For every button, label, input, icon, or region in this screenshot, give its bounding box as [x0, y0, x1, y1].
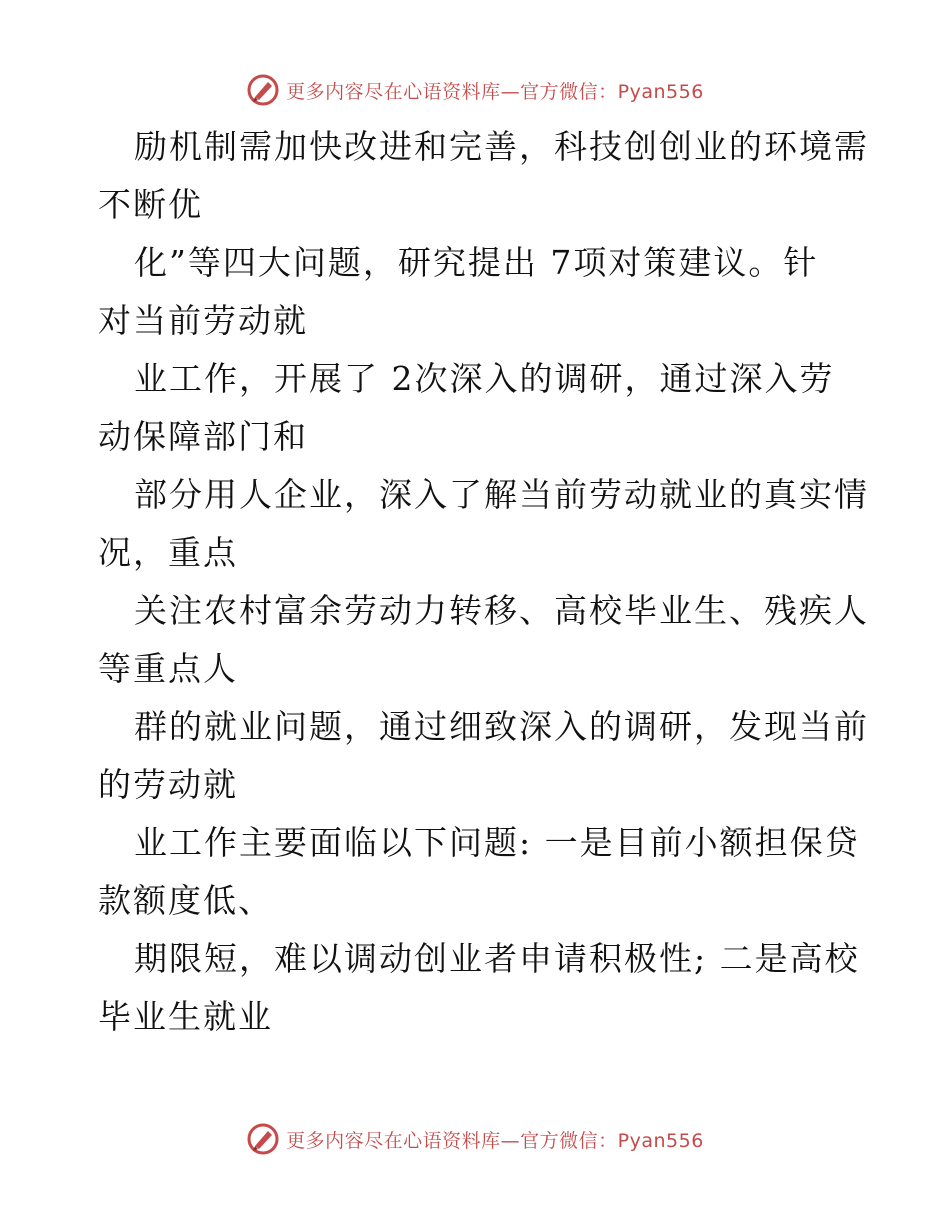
text-line: 不断优 — [98, 185, 203, 224]
text-line: 款额度低、 — [98, 881, 273, 920]
text-line: 的劳动就 — [98, 765, 238, 804]
text-line: 毕业生就业 — [98, 997, 273, 1036]
text-line: 关注农村富余劳动力转移、高校毕业生、残疾人 — [134, 591, 869, 630]
header-banner — [0, 70, 950, 110]
text-line: 部分用人企业，深入了解当前劳动就业的真实情 — [134, 475, 869, 514]
pen-logo-icon — [246, 73, 280, 107]
text-line: 化”等四大问题，研究提出 7项对策建议。针 — [134, 243, 819, 282]
text-line: 动保障部门和 — [98, 417, 308, 456]
text-line: 等重点人 — [98, 649, 238, 688]
footer-banner-text: 更多内容尽在心语资料库—官方微信：Pyan556 — [286, 1129, 704, 1152]
header-banner-text: 更多内容尽在心语资料库—官方微信：Pyan556 — [286, 80, 704, 103]
text-line: 群的就业问题，通过细致深入的调研，发现当前 — [134, 707, 869, 746]
text-line: 业工作主要面临以下问题: 一是目前小额担保贷 — [134, 823, 860, 862]
text-line: 对当前劳动就 — [98, 301, 308, 340]
pen-logo-icon — [246, 1122, 280, 1156]
footer-banner — [0, 1119, 950, 1159]
text-line: 业工作，开展了 2次深入的调研，通过深入劳 — [134, 359, 835, 398]
document-body — [98, 118, 869, 1046]
text-line: 期限短，难以调动创业者申请积极性; 二是高校 — [134, 939, 860, 978]
text-line: 况，重点 — [98, 533, 238, 572]
text-line: 励机制需加快改进和完善，科技创创业的环境需 — [134, 127, 869, 166]
